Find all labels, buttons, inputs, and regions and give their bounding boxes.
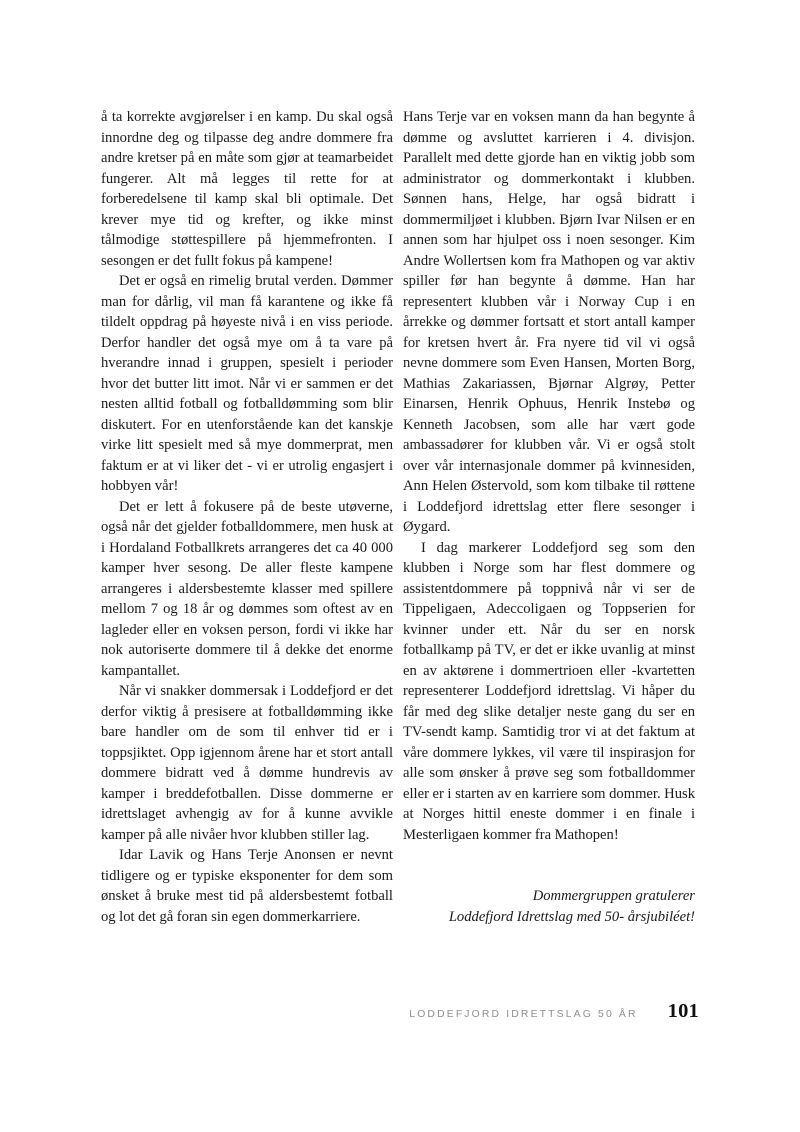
paragraph: Hans Terje var en voksen mann da han begynte å dømme og avsluttet karrieren i 4. divisjon. Parallelt med dette gjorde han en viktig jobb som administrator og dommerkontakt i klubben. Sønnen hans, Helge, har også bidratt i dommermiljøet i klubben. Bjørn Ivar Nilsen er en annen som har hjulpet oss i noen sesonger. Kim Andre Wollertsen kom fra Mathopen og var aktiv spiller før han begynte å dømme. Han har representert klubben vår i Norway Cup i en årrekke og dømmer fortsatt et stort antall kamper for kretsen hvert år. Fra nyere tid vil vi også nevne dommere som Even Hansen, Morten Borg, Mathias Zakariassen, Bjørnar Algrøy, Petter Einarsen, Henrik Ophuus, Henrik Instebø og Kenneth Jacobsen, som alle har vært gode ambassadører for klubben vår. Vi er også stolt over vår internasjonale dommer på kvinnesiden, Ann Helen Østervold, som kom tilbake til røttene i Loddefjord idrettslag etter flere sesonger i Øygard. — [403, 109, 695, 535]
page-footer — [101, 1000, 699, 1030]
right-column — [398, 107, 695, 927]
paragraph: Idar Lavik og Hans Terje Anonsen er nevnt tidligere og er typiske eksponenter for dem som ønsket å bruke mest tid på aldersbestemt fotball og lot det gå foran sin egen dommerkarriere. — [101, 847, 393, 925]
footer-label: LODDEFJORD IDRETTSLAG 50 ÅR — [409, 1009, 638, 1020]
two-column-body — [101, 107, 699, 927]
page-number: 101 — [667, 1000, 699, 1022]
signature-line-2: Loddefjord Idrettslag med 50- årsjubiléet! — [448, 908, 695, 925]
paragraph: Det er også en rimelig brutal verden. Dømmer man for dårlig, vil man få karantene og ikke få tildelt oppdrag på høyeste nivå i en viss periode. Derfor handler det også mye om å ta vare på hverandre innad i gruppen, spesielt i perioder hvor det butter litt imot. Når vi er sammen er det nesten alltid fotball og fotballdømming som blir diskutert. For en utenforstående kan det kanskje virke litt spesielt med så mye dommerprat, men faktum er at vi liker det - vi er utrolig engasjert i hobbyen vår! — [101, 273, 393, 494]
paragraph: I dag markerer Loddefjord seg som den klubben i Norge som har flest dommere og assistentdommere på toppnivå når vi ser de Tippeligaen, Adeccoligaen og Toppserien for kvinner under ett. Når du ser en norsk fotballkamp på TV, er det er ikke uvanlig at minst en av aktørene i dommertrioen eller -kvartetten representerer Loddefjord idrettslag. Vi håper du får med deg slike detaljer neste gang du ser en TV-sendt kamp. Samtidig tror vi at det faktum at våre dommere lykkes, vil være til inspirasjon for alle som ønsker å prøve seg som fotballdommer eller er i starten av en karriere som dommer. Husk at Norges hittil eneste dommer i en finale i Mesterligaen kommer fra Mathopen! — [403, 539, 695, 843]
signature-block — [403, 886, 695, 927]
paragraph: å ta korrekte avgjørelser i en kamp. Du skal også innordne deg og tilpasse deg andre dommere fra andre kretser på en måte som gjør at teamarbeidet fungerer. Alt må legges til rette for at forberedelsene til kamp skal bli optimale. Det krever mye tid og krefter, og ikke minst tålmodige støttespillere på hjemmefronten. I sesongen er det fullt fokus på kampene! — [101, 109, 393, 269]
left-column — [101, 107, 398, 927]
paragraph: Når vi snakker dommersak i Loddefjord er det derfor viktig å presisere at fotballdømming ikke bare handler om de som til enhver tid er i toppsjiktet. Opp igjennom årene har et stort antall dommere bidratt ved å dømme hundrevis av kamper i breddefotballen. Disse dommerne er idrettslaget avhengig av for å kunne avvikle kamper på alle nivåer hvor klubben stiller lag. — [101, 683, 393, 843]
signature-line-1: Dommergruppen gratulerer — [532, 888, 695, 904]
paragraph: Det er lett å fokusere på de beste utøverne, også når det gjelder fotballdommere, men husk at i Hordaland Fotballkrets arrangeres det ca 40 000 kamper hver sesong. De aller fleste kampene arrangeres i aldersbestemte klasser med spillere mellom 7 og 18 år og dømmes som oftest av en lagleder eller en voksen person, fordi vi ikke har nok autoriserte dommere til å dekke det enorme kampantallet. — [101, 498, 393, 679]
